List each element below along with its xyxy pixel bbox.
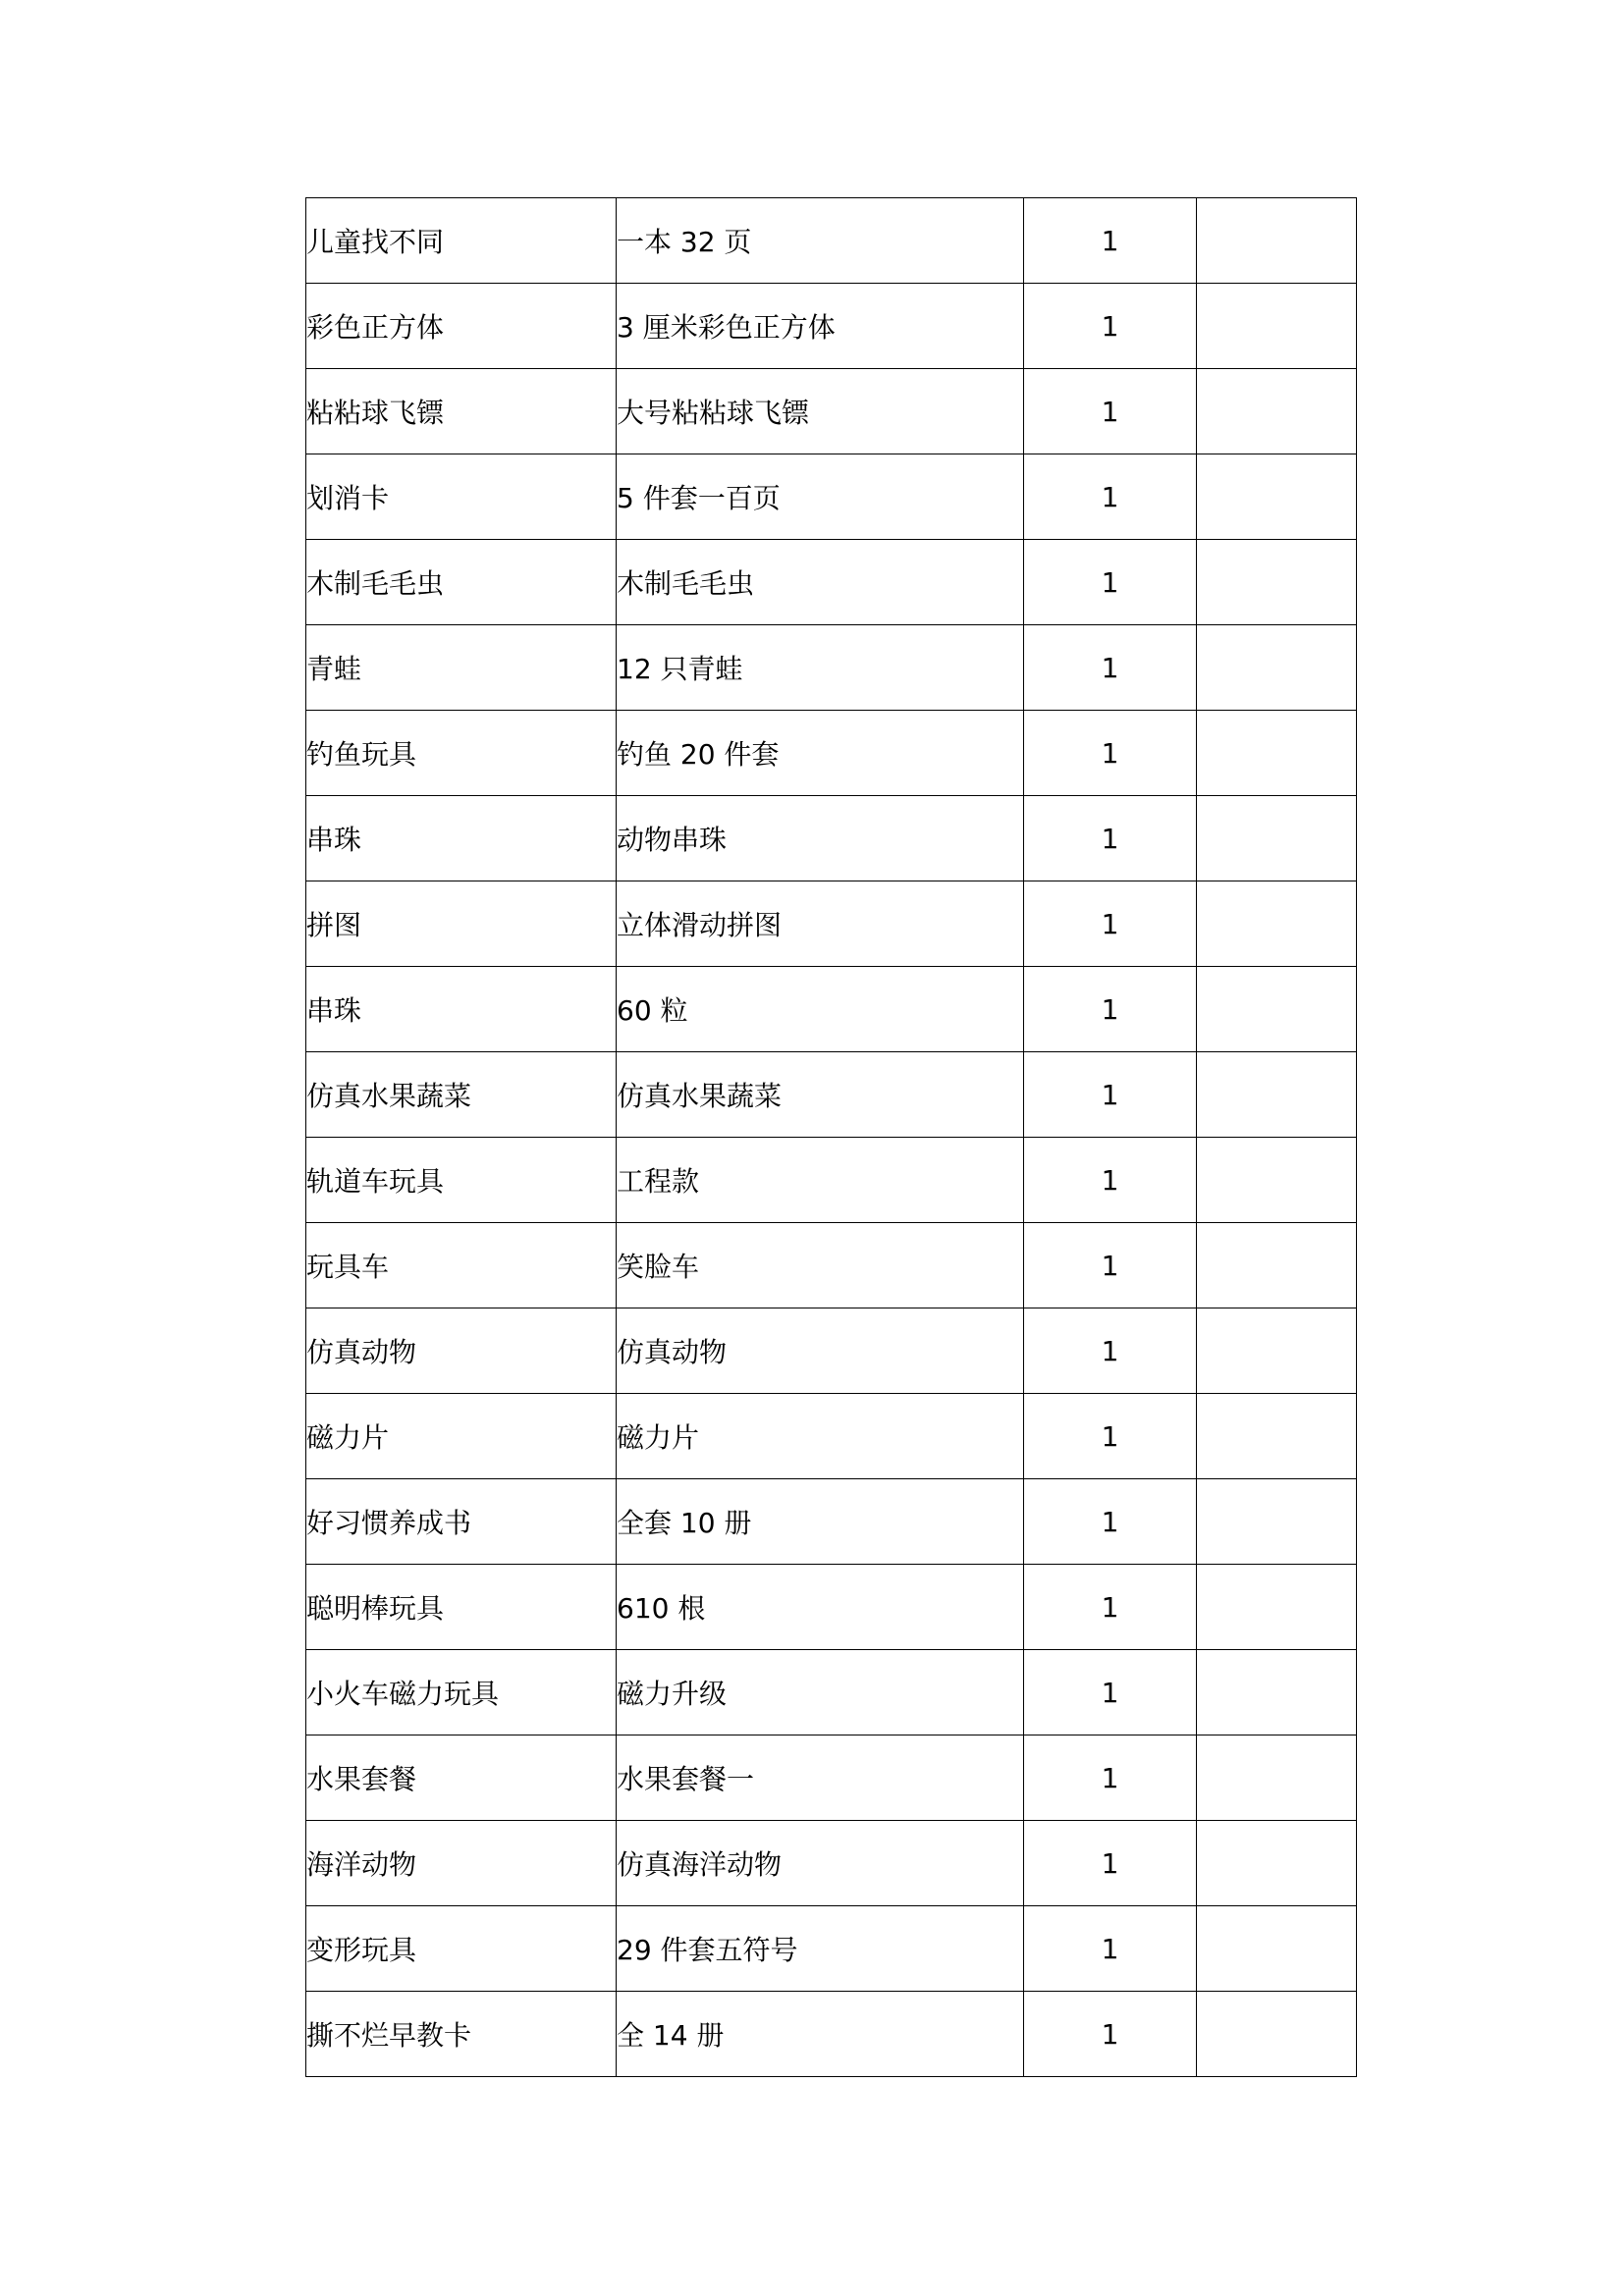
table-row [306, 967, 1357, 1052]
item-note-cell [1197, 1308, 1357, 1394]
item-quantity-cell: 1 [1024, 1650, 1197, 1735]
item-note-cell [1197, 540, 1357, 625]
inventory-table-body [306, 198, 1357, 2077]
item-note-cell [1197, 369, 1357, 454]
table-row [306, 1821, 1357, 1906]
table-row [306, 1479, 1357, 1565]
item-name-cell: 划消卡 [306, 454, 617, 540]
table-row [306, 540, 1357, 625]
item-quantity-cell: 1 [1024, 1735, 1197, 1821]
item-name-cell: 拼图 [306, 881, 617, 967]
item-spec-cell: 610 根 [617, 1565, 1024, 1650]
table-row [306, 1906, 1357, 1992]
item-quantity-cell: 1 [1024, 711, 1197, 796]
item-spec-cell: 磁力片 [617, 1394, 1024, 1479]
item-note-cell [1197, 1565, 1357, 1650]
item-name-cell: 串珠 [306, 967, 617, 1052]
item-name-cell: 轨道车玩具 [306, 1138, 617, 1223]
item-spec-cell: 3 厘米彩色正方体 [617, 284, 1024, 369]
item-quantity-cell: 1 [1024, 1138, 1197, 1223]
item-quantity-cell: 1 [1024, 625, 1197, 711]
item-spec-cell: 钓鱼 20 件套 [617, 711, 1024, 796]
item-note-cell [1197, 881, 1357, 967]
item-note-cell [1197, 1223, 1357, 1308]
table-row [306, 796, 1357, 881]
item-note-cell [1197, 967, 1357, 1052]
item-name-cell: 儿童找不同 [306, 198, 617, 284]
item-note-cell [1197, 1906, 1357, 1992]
item-quantity-cell: 1 [1024, 1906, 1197, 1992]
item-name-cell: 彩色正方体 [306, 284, 617, 369]
table-row [306, 881, 1357, 967]
item-name-cell: 聪明棒玩具 [306, 1565, 617, 1650]
item-note-cell [1197, 1394, 1357, 1479]
item-spec-cell: 全套 10 册 [617, 1479, 1024, 1565]
table-row [306, 1394, 1357, 1479]
table-row [306, 198, 1357, 284]
item-quantity-cell: 1 [1024, 540, 1197, 625]
item-spec-cell: 全 14 册 [617, 1992, 1024, 2077]
item-spec-cell: 水果套餐一 [617, 1735, 1024, 1821]
table-row [306, 369, 1357, 454]
item-name-cell: 磁力片 [306, 1394, 617, 1479]
item-name-cell: 玩具车 [306, 1223, 617, 1308]
item-note-cell [1197, 1650, 1357, 1735]
item-quantity-cell: 1 [1024, 1565, 1197, 1650]
item-spec-cell: 12 只青蛙 [617, 625, 1024, 711]
table-row [306, 1565, 1357, 1650]
item-quantity-cell: 1 [1024, 1308, 1197, 1394]
item-spec-cell: 仿真动物 [617, 1308, 1024, 1394]
item-quantity-cell: 1 [1024, 198, 1197, 284]
item-note-cell [1197, 198, 1357, 284]
item-note-cell [1197, 1821, 1357, 1906]
item-note-cell [1197, 454, 1357, 540]
table-row [306, 284, 1357, 369]
item-name-cell: 海洋动物 [306, 1821, 617, 1906]
table-row [306, 1138, 1357, 1223]
item-name-cell: 钓鱼玩具 [306, 711, 617, 796]
item-quantity-cell: 1 [1024, 284, 1197, 369]
table-row [306, 1223, 1357, 1308]
item-spec-cell: 仿真水果蔬菜 [617, 1052, 1024, 1138]
item-note-cell [1197, 284, 1357, 369]
item-spec-cell: 仿真海洋动物 [617, 1821, 1024, 1906]
table-row [306, 1308, 1357, 1394]
item-note-cell [1197, 1479, 1357, 1565]
item-quantity-cell: 1 [1024, 1479, 1197, 1565]
item-spec-cell: 动物串珠 [617, 796, 1024, 881]
item-spec-cell: 磁力升级 [617, 1650, 1024, 1735]
item-quantity-cell: 1 [1024, 967, 1197, 1052]
item-spec-cell: 工程款 [617, 1138, 1024, 1223]
item-name-cell: 水果套餐 [306, 1735, 617, 1821]
table-row [306, 625, 1357, 711]
item-note-cell [1197, 1735, 1357, 1821]
item-quantity-cell: 1 [1024, 1992, 1197, 2077]
item-note-cell [1197, 1138, 1357, 1223]
table-row [306, 711, 1357, 796]
item-quantity-cell: 1 [1024, 796, 1197, 881]
item-spec-cell: 大号粘粘球飞镖 [617, 369, 1024, 454]
item-spec-cell: 一本 32 页 [617, 198, 1024, 284]
item-spec-cell: 笑脸车 [617, 1223, 1024, 1308]
item-quantity-cell: 1 [1024, 454, 1197, 540]
item-note-cell [1197, 625, 1357, 711]
item-spec-cell: 29 件套五符号 [617, 1906, 1024, 1992]
item-name-cell: 串珠 [306, 796, 617, 881]
item-quantity-cell: 1 [1024, 369, 1197, 454]
table-row [306, 1650, 1357, 1735]
item-name-cell: 木制毛毛虫 [306, 540, 617, 625]
item-name-cell: 好习惯养成书 [306, 1479, 617, 1565]
item-name-cell: 变形玩具 [306, 1906, 617, 1992]
item-quantity-cell: 1 [1024, 1052, 1197, 1138]
item-name-cell: 小火车磁力玩具 [306, 1650, 617, 1735]
item-note-cell [1197, 1052, 1357, 1138]
item-quantity-cell: 1 [1024, 1821, 1197, 1906]
item-quantity-cell: 1 [1024, 1223, 1197, 1308]
table-row [306, 454, 1357, 540]
item-name-cell: 青蛙 [306, 625, 617, 711]
item-name-cell: 粘粘球飞镖 [306, 369, 617, 454]
item-note-cell [1197, 796, 1357, 881]
item-note-cell [1197, 711, 1357, 796]
item-spec-cell: 木制毛毛虫 [617, 540, 1024, 625]
item-name-cell: 仿真水果蔬菜 [306, 1052, 617, 1138]
item-spec-cell: 60 粒 [617, 967, 1024, 1052]
item-name-cell: 仿真动物 [306, 1308, 617, 1394]
table-row [306, 1052, 1357, 1138]
inventory-table [305, 197, 1357, 2077]
item-name-cell: 撕不烂早教卡 [306, 1992, 617, 2077]
item-spec-cell: 立体滑动拼图 [617, 881, 1024, 967]
item-note-cell [1197, 1992, 1357, 2077]
item-quantity-cell: 1 [1024, 1394, 1197, 1479]
item-quantity-cell: 1 [1024, 881, 1197, 967]
table-row [306, 1735, 1357, 1821]
table-row [306, 1992, 1357, 2077]
item-spec-cell: 5 件套一百页 [617, 454, 1024, 540]
